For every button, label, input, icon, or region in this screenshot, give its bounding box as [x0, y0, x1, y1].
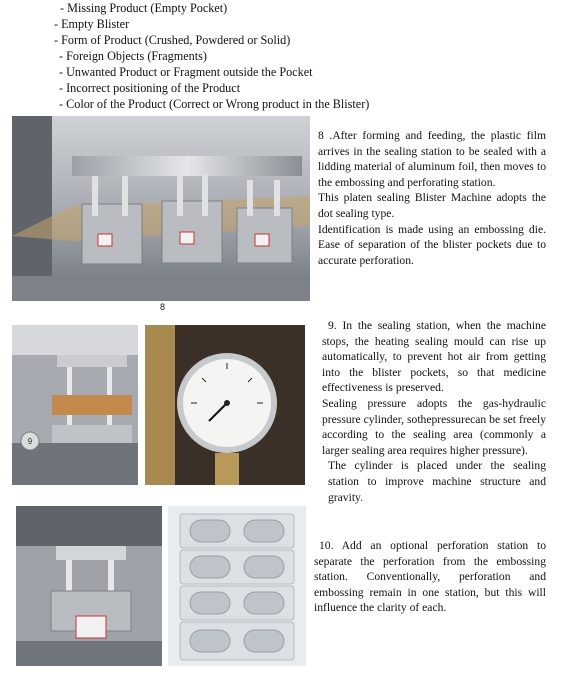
photo-caption: 8: [160, 302, 166, 312]
sealing-station-photo: [12, 325, 138, 485]
list-item: - Incorrect positioning of the Product: [59, 81, 241, 95]
paragraph: The cylinder is placed under the sealing station to improve machine structure and gravity.: [328, 459, 546, 504]
paragraph: This platen sealing Blister Machine adopts the dot sealing type.: [318, 191, 546, 220]
paragraph: Sealing pressure adopts the gas-hydraulic pressure cylinder, sothepressurecan be set freely according to the sealing area (commonly a larger sealing area requires higher pressure).: [322, 396, 546, 457]
paragraph: 8 .After forming and feeding, the plastic film arrives in the sealing station to be sealed with a lidding material of aluminum foil, then moves to the embossing and perforating station.: [318, 129, 546, 189]
section-9-text: [322, 318, 546, 505]
list-item: - Empty Blister: [54, 17, 130, 31]
section-8-text: [318, 128, 546, 268]
paragraph: Identification is made using an embossing die. Ease of separation of the blister pockets due to accurate perforation.: [318, 222, 546, 267]
list-item: - Unwanted Product or Fragment outside the Pocket: [59, 65, 313, 79]
list-item: - Form of Product (Crushed, Powdered or Solid): [54, 33, 291, 47]
defect-list: [54, 0, 370, 112]
list-item: - Color of the Product (Correct or Wrong product in the Blister): [59, 97, 370, 111]
paragraph: 10. Add an optional perforation station to separate the perforation from the embossing station. Conventionally, perforation and embossing remain in one station, but this will influence the clarity of each.: [314, 539, 546, 615]
sealing-machine-photo: [12, 116, 310, 301]
pressure-gauge-photo: [145, 325, 305, 485]
paragraph: 9. In the sealing station, when the machine stops, the heating sealing mould can rise up automatically, to prevent hot air from getting into the blister pockets, so that medicine effectiveness is preserved.: [322, 319, 546, 395]
perforation-station-photo: [16, 506, 162, 666]
list-item: - Foreign Objects (Fragments): [59, 49, 207, 63]
photo-label-9: 9: [27, 437, 33, 446]
section-10-text: [314, 538, 546, 616]
blister-packs-photo: [168, 506, 306, 666]
list-item: - Missing Product (Empty Pocket): [60, 1, 228, 15]
